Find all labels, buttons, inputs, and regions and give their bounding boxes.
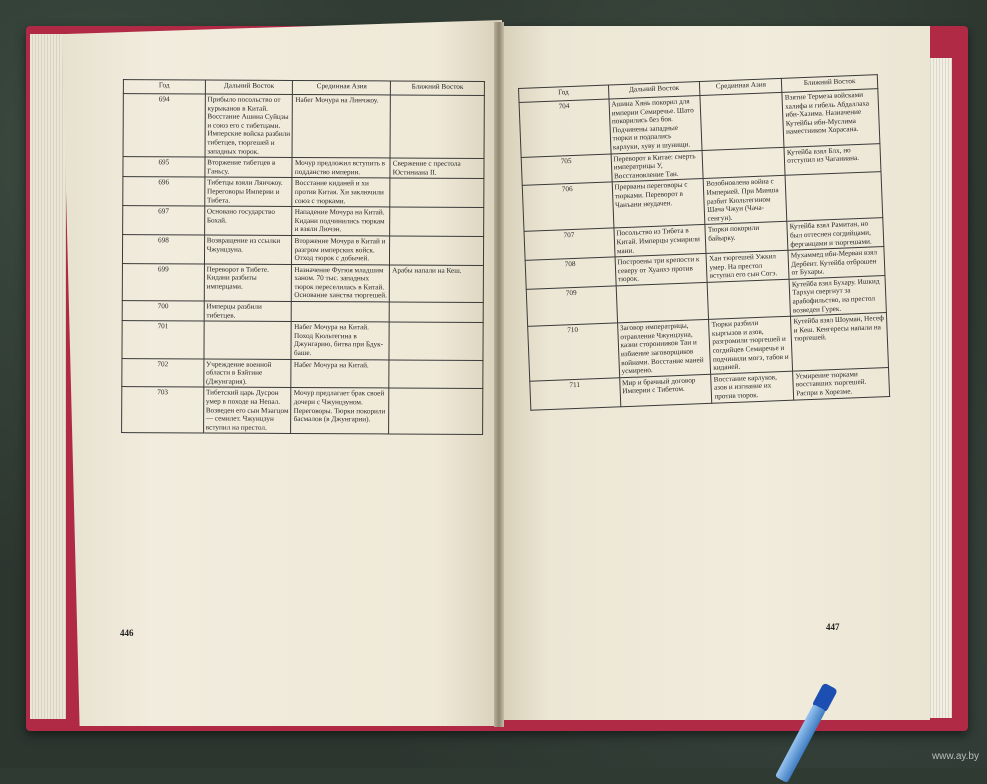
near-east-cell	[389, 322, 483, 360]
central-asia-cell: Тюрки покорили байырку.	[705, 222, 788, 254]
year-cell: 704	[519, 99, 611, 157]
central-asia-cell: Хан тюргешей Ужкил умер. На престол вступил его сын Согэ.	[706, 250, 789, 282]
central-asia-cell	[292, 302, 390, 323]
watermark: www.ay.by	[931, 751, 979, 762]
year-cell: 696	[123, 177, 205, 206]
near-east-cell: Мухаммед ибн-Мерван взял Дербент. Кутейба отброшен от Бухары.	[788, 247, 885, 279]
far-east-cell: Учреждение военной области в Бэйтине (Джунгария).	[204, 359, 292, 388]
central-asia-cell: Восстание киданей и хи против Китая. Хи заключили союз с тюрками.	[292, 178, 390, 207]
central-asia-cell: Возобновлена война с Империей. При Миншa разбит Кюльтегином Шача Чжун (Чача-сенгун).	[704, 176, 788, 225]
central-asia-cell	[707, 279, 790, 319]
central-asia-cell: Набег Мочура на Линчжоу.	[293, 94, 391, 158]
far-east-cell: Посольство из Тибета в Китай. Имперцы усмирили мани.	[614, 225, 707, 257]
header-year: Год	[519, 85, 609, 102]
far-east-cell: Переворот в Тибете. Кидани разбиты имперцами.	[204, 264, 292, 302]
near-east-cell	[390, 207, 484, 236]
table-row	[123, 157, 484, 179]
far-east-cell: Основано государство Бохай.	[204, 206, 292, 235]
table-row	[123, 177, 484, 208]
near-east-cell	[389, 360, 483, 389]
year-cell: 697	[123, 206, 205, 235]
page-edges-left	[30, 34, 66, 719]
far-east-cell: Тибетцы взяли Лянчжоу. Переговоры Империи и Тибета.	[204, 177, 292, 206]
near-east-cell	[389, 388, 483, 434]
near-east-cell: Кутейба взял Блх, но отступил из Чаганиана.	[784, 143, 881, 175]
central-asia-cell: Вторжение Мочура в Китай и разгром имперских войск. Отход тюрок с добычей.	[292, 235, 390, 264]
table-row	[122, 234, 483, 265]
table-row	[122, 358, 483, 389]
far-east-cell: Прибыло посольство от курыканов в Китай. Восстание Ашина Суйцзы и союз его с тибетцами. Имперские войска разбили тибетцев, тюргешей и западных тюрок.	[205, 94, 293, 158]
left-table-body	[122, 94, 485, 435]
header-near-east: Ближний Восток	[782, 75, 878, 93]
near-east-cell: Арабы напали на Кеш.	[390, 265, 484, 303]
year-cell: 711	[530, 378, 621, 410]
year-cell: 707	[524, 228, 615, 260]
left-page-number: 446	[120, 628, 134, 638]
year-cell: 710	[528, 323, 620, 381]
far-east-cell: Заговор императрицы, отравление Чжунцзуна, казни сторонников Тан и избиение заговорщиков войнами. Восстание маней усмирено.	[617, 320, 711, 378]
far-east-cell: Мир и брачный договор Империи с Тибетом.	[619, 374, 712, 406]
central-asia-cell	[702, 147, 785, 179]
header-far-east: Дальний Восток	[608, 82, 700, 100]
year-cell: 703	[122, 387, 204, 433]
near-east-cell: Кутейба взял Бухару. Ишкид Тархун свергнут за арабофильство, на престол возведен Гурек.	[789, 275, 886, 316]
header-central-asia: Срединная Азия	[293, 80, 391, 95]
year-cell: 698	[122, 234, 204, 263]
far-east-cell: Построены три крепости к северу от Хуанхэ против тюрок.	[615, 253, 708, 285]
header-far-east: Дальний Восток	[205, 80, 293, 94]
table-row	[122, 321, 483, 360]
pen-body-shade	[775, 704, 826, 783]
central-asia-cell: Набег Мочура на Китай.	[291, 359, 389, 388]
near-east-cell: Кутейба взял Рамитан, но был оттеснен согдийцами, ферганцами и тюргешами.	[787, 218, 884, 250]
far-east-cell: Имперцы разбили тибетцев.	[204, 301, 292, 322]
year-cell: 695	[123, 157, 205, 178]
central-asia-cell: Нападение Мочура на Китай. Кидани подчинились тюркам и взяли Лючэн.	[292, 207, 390, 236]
central-asia-cell: Мочур предлагает брак своей дочери с Чжунцзуном. Переговоры. Тюрки покорили басмалов (в Джунгарии).	[291, 388, 389, 434]
near-east-cell: Кутейба взял Шоуман, Несеф и Кеш. Кенгересы напали на тюргешей.	[791, 313, 889, 371]
central-asia-cell: Набег Мочура на Китай. Поход Кюльтегина в Джунгарию, битва при Бдук-баше.	[291, 322, 389, 360]
far-east-cell	[204, 321, 292, 359]
far-east-cell: Тибетский царь Дусрон умер в походе на Непал. Возведен его сын Мэагцом — семилет. Чжунцзун вступил на престол.	[203, 387, 291, 433]
central-asia-cell: Мочур предложил вступить в подданство империи.	[292, 158, 390, 179]
near-east-cell	[389, 302, 483, 323]
near-east-cell	[390, 178, 484, 207]
central-asia-cell: Назначение Фугюя младшим ханом. 70 тыс. западных тюрок переселилась в Китай. Основание ханства тюргешей.	[292, 264, 390, 302]
year-cell: 708	[525, 257, 616, 289]
year-cell: 705	[521, 154, 612, 186]
far-east-cell: Вторжение тибетцев в Ганьсу.	[205, 157, 293, 178]
near-east-cell	[785, 172, 882, 222]
year-cell: 694	[123, 94, 205, 158]
central-asia-cell	[700, 92, 784, 150]
central-asia-cell: Восстание карлуков, азов и изгнание их против тюрок.	[711, 371, 794, 403]
year-cell: 709	[526, 286, 617, 327]
near-east-cell	[390, 236, 484, 265]
book-gutter	[494, 22, 504, 727]
far-east-cell: Переворот в Китае: смерть императрицы У, Восстановление Тан.	[611, 150, 704, 182]
year-cell: 702	[122, 358, 204, 387]
year-cell: 706	[522, 182, 613, 231]
central-asia-cell: Тюрки разбили кыргызов и азов, разгромили тюргешей и согдийцев Семиречье и подчинили могэ, табов и киданей.	[709, 316, 793, 374]
far-east-cell	[616, 282, 709, 323]
near-east-cell: Усмирение тюрками восставших тюргешей. Распри в Хорезме.	[793, 367, 890, 399]
table-row	[122, 263, 483, 302]
year-cell: 701	[122, 321, 204, 359]
table-row	[122, 301, 483, 323]
left-chronology-table	[121, 79, 485, 435]
header-near-east: Ближний Восток	[391, 81, 485, 95]
table-row	[123, 206, 484, 237]
year-cell: 699	[122, 263, 204, 301]
far-east-cell: Ашина Хянь покорил для империи Семиречье. Шато покорились без боя. Подчинены западные тюрки и подпались карлуки, хуву и шунищи.	[609, 96, 703, 154]
near-east-cell: Взятие Термеза войсками халифа и гибель Абдаллаха ибн-Хазима. Назначение Кутейбы ибн-Муслима наместником Хорасана.	[782, 89, 880, 147]
year-cell: 700	[122, 301, 204, 322]
right-chronology-table	[518, 74, 890, 410]
table-row	[123, 94, 484, 159]
near-east-cell: Свержение с престола Юстиниана II.	[390, 158, 484, 179]
table-row	[122, 387, 483, 435]
right-page-number: 447	[826, 622, 840, 632]
far-east-cell: Прерваны переговоры с тюрками. Переворот в Чанъани неудачен.	[612, 179, 705, 228]
right-table-body	[519, 89, 890, 410]
near-east-cell	[390, 95, 484, 159]
header-year: Год	[123, 80, 205, 94]
far-east-cell: Возвращение из ссылки Чжунцзуна.	[204, 235, 292, 264]
header-central-asia: Срединная Азия	[700, 78, 782, 95]
